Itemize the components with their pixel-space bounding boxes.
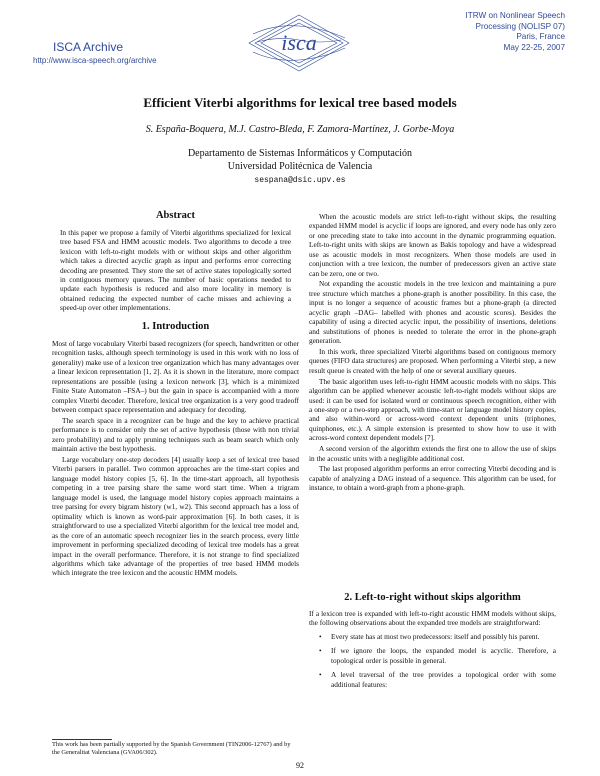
page-number: 92 <box>296 761 304 770</box>
isca-logo <box>245 14 353 72</box>
right-paragraph-3: In this work, three specialized Viterbi algorithms based on contiguous memory queues (FIFO data structures) are proposed. When performing a Viterbi step, a new result queue is created with the help of one or several auxiliary queues. <box>309 346 556 375</box>
observation-list <box>309 632 556 689</box>
footnote-divider <box>52 739 112 740</box>
affiliation-department: Departamento de Sistemas Informáticos y Computación <box>187 148 413 159</box>
intro-paragraph-1: Most of large vocabulary Viterbi based recognizers (for speech, handwritten or other recognition tasks, although speech terminology is used in this work with no loss of generality) make use of a lexicon tree organization which has many advantages over a linear lexicon representation [1, 2]. As it is shown in the literature, more compact representations are possible (using a lexicon network [3], which is a minimized Finite State Automaton –FSA–) but the gain in space is accompanied with a more complex Viterbi decoder. Therefore, lexical tree organization is a very good tradeoff between compact space representation and adequacy for decoding. <box>52 339 299 415</box>
logo-text: isca <box>281 30 317 55</box>
conference-line: Processing (NOLISP 07) <box>475 21 565 31</box>
authors: S. España-Boquera, M.J. Castro-Bleda, F. Zamora-Martínez, J. Gorbe-Moya <box>145 124 455 135</box>
list-item-text: If we ignore the loops, the expanded model is acyclic. Therefore, a topological order is possible in general. <box>331 646 556 665</box>
list-item <box>319 632 556 641</box>
left-column <box>52 339 299 578</box>
list-item <box>319 670 556 689</box>
right-paragraph-6: The last proposed algorithm performs an error correcting Viterbi decoding and is capable of analyzing a DAG instead of a sequence. This algorithm can be used, for instance, to obtain a word-graph from a phone-graph. <box>309 464 556 493</box>
conference-line: May 22-25, 2007 <box>503 42 565 52</box>
archive-url[interactable]: http://www.isca-speech.org/archive <box>33 56 157 65</box>
right-paragraph-4: The basic algorithm uses left-to-right HMM acoustic models with no skips. This algorithm can be applied whenever acoustic left-to-right models without skips are used: it can be used for isolated word or continuous speech recognition, either with a one-step or a two-step approach, with time-start or language model history copies, and also within-word or across-word context dependent units (triphones, quinphones, etc.). A simple extension is presented to show how to use it with across-word context dependent models [7]. <box>309 376 556 443</box>
paper-title: Efficient Viterbi algorithms for lexical tree based models <box>143 95 457 110</box>
intro-paragraph-2: The search space in a recognizer can be huge and the key to achieve practical performance is to consider only the set of active hypothesis (those with non trivial zero probability) and to apply pruning techniques such as beam search which only maintain active the best hypothesis. <box>52 415 299 454</box>
abstract-heading: Abstract <box>155 210 196 221</box>
author-email[interactable]: sespana@dsic.upv.es <box>254 176 346 185</box>
affiliation-university: Universidad Politécnica de Valencia <box>227 160 373 172</box>
intro-paragraph-3: Large vocabulary one-step decoders [4] usually keep a set of lexical tree based Viterbi parsers in parallel. Two common approaches are the time-start copies and language model history copies [5, 6]. In the time-start approach, all hypothesis competing in a tree parsing share the same word start time. When a trigram language model is used, the language model history copies approach maintains a tree parsing for every bigram history (w1, w2). This second approach has a loss of optimality which is known as word-pair approximation [6]. In both cases, it is straightforward to use a specialized Viterbi algorithm for the lexical tree model and, as the core of an automatic speech recognizer lies in the search process, every little improvement in performing specialized decoding of lexical tree models has a great impact in the overall performance. Therefore, it is not strange to find specialized algorithms which take advantage of the properties of tree based HMM models which integrate the tree lexicon and the acoustic HMM models. <box>52 455 299 578</box>
section-2-intro: If a lexicon tree is expanded with left-to-right acoustic HMM models without skips, the following observations about the expanded tree models are straightforward: <box>309 609 556 628</box>
abstract-text: In this paper we propose a family of Viterbi algorithms specialized for lexical tree based FSA and HMM acoustic models. Two algorithms to decode a tree lexicon with left-to-right models with or without skips and other algorithm which takes a directed acyclic graph as input and performs error correcting decoding are presented. They store the set of active states topologically sorted in contiguous memory queues. The number of basic operations needed to update each hypothesis is reduced and also more locality in memory is obtained reducing the expected number of cache misses and achieving a speed-up over other implementations. <box>60 228 291 313</box>
archive-title: ISCA Archive <box>53 40 124 54</box>
right-paragraph-5: A second version of the algorithm extends the first one to allow the use of skips in the acoustic units with a negligible additional cost. <box>309 444 556 463</box>
affiliation <box>0 148 600 174</box>
conference-info <box>375 11 565 53</box>
right-paragraph-2: Not expanding the acoustic models in the tree lexicon and maintaining a pure tree structure which matches a phone-graph is another possibility. In this case, the input is no longer a sequence of acoustic frames but a phone-graph (a directed acyclic graph –DAG– labelled with phones and acoustic scores). Besides the capability of using a directed acyclic input, the possibility of insertions, deletions and substitutions of phones is needed to tolerate the error in the phone-graph generation. <box>309 279 556 346</box>
conference-line: ITRW on Nonlinear Speech <box>465 11 565 20</box>
section-2-body <box>309 609 556 694</box>
isca-logo-graphic <box>245 14 353 72</box>
list-item <box>319 646 556 665</box>
intro-heading: 1. Introduction <box>141 321 210 332</box>
bullet-icon: • <box>319 631 322 641</box>
bullet-icon: • <box>319 670 322 680</box>
list-item-text: Every state has at most two predecessors: itself and possibly his parent. <box>331 631 540 641</box>
bullet-icon: • <box>319 646 322 656</box>
section-2-heading: 2. Left-to-right without skips algorithm <box>344 592 521 603</box>
list-item-text: A level traversal of the tree provides a topological order with some additional features: <box>331 670 556 689</box>
right-paragraph-1: When the acoustic models are strict left-to-right without skips, the resulting expanded HMM model is acyclic if loops are ignored, and every node has only zero or one preceding state to take into account in the dynamic programming equation. Left-to-right units with skips are known as Bakis topology and have a widespread use as acoustic models in most recognizers. When those models are used in conjunction with a tree lexicon, the number of predecessors given an active state can be zero, one or two. <box>309 212 556 278</box>
footnote: This work has been partially supported by the Spanish Government (TIN2006-12767) and by the Generalitat Valenciana (GVA06/302). <box>52 741 291 756</box>
conference-line: Paris, France <box>516 32 565 42</box>
right-column <box>309 212 556 493</box>
